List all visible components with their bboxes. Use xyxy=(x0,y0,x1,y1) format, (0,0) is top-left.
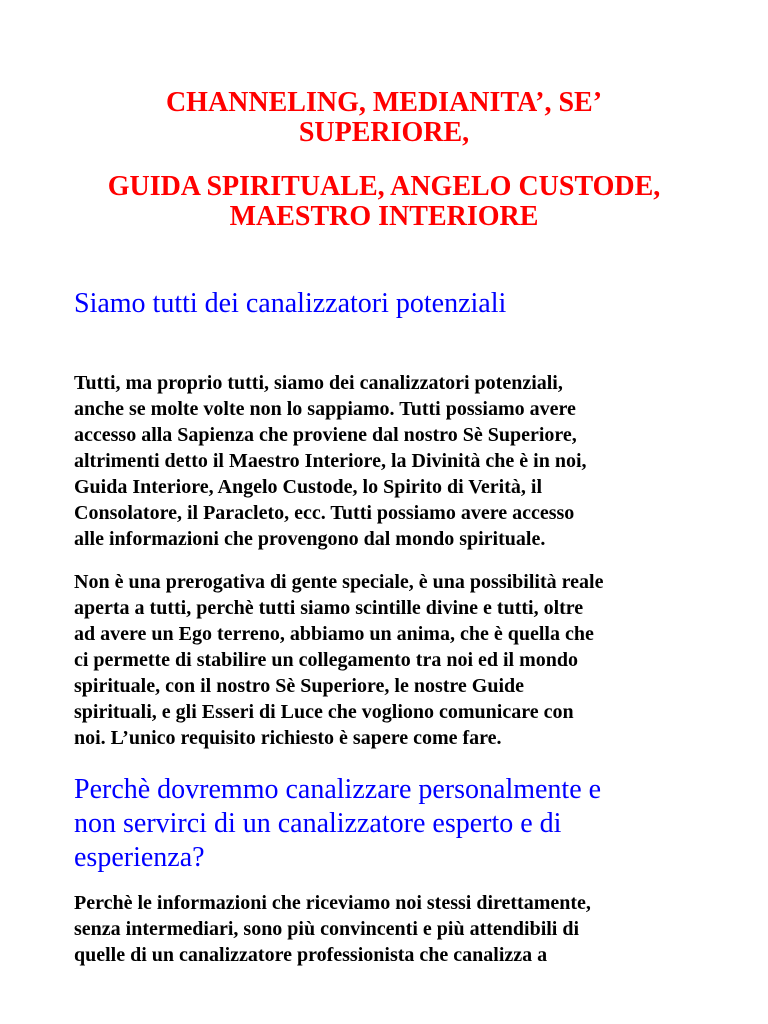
paragraph-line: noi. L’unico requisito richiesto è sapere come fare. xyxy=(74,727,502,749)
paragraph-1 xyxy=(74,370,708,552)
title-line: SUPERIORE, xyxy=(298,117,470,148)
title-line: MAESTRO INTERIORE xyxy=(229,201,539,232)
document-title-block-1 xyxy=(60,0,708,148)
paragraph-line: Guida Interiore, Angelo Custode, lo Spirito di Verità, il xyxy=(74,476,542,498)
paragraph-line: anche se molte volte non lo sappiamo. Tutti possiamo avere xyxy=(74,398,576,420)
paragraph-line: altrimenti detto il Maestro Interiore, la Divinità che è in noi, xyxy=(74,450,587,472)
paragraph-line: alle informazioni che provengono dal mondo spirituale. xyxy=(74,528,546,550)
section-heading-1: Siamo tutti dei canalizzatori potenziali xyxy=(74,288,507,319)
paragraph-line: spirituale, con il nostro Sè Superiore, le nostre Guide xyxy=(74,675,525,697)
heading-line: non servirci di un canalizzatore esperto e di xyxy=(74,808,562,839)
paragraph-line: ci permette di stabilire un collegamento tra noi ed il mondo xyxy=(74,649,579,671)
paragraph-line: Non è una prerogativa di gente speciale, è una possibilità reale xyxy=(74,571,604,593)
document-title-block-2 xyxy=(60,172,708,232)
heading-line: Perchè dovremmo canalizzare personalmente e xyxy=(74,774,602,805)
heading-line: esperienza? xyxy=(74,842,205,873)
paragraph-line: aperta a tutti, perchè tutti siamo scintille divine e tutti, oltre xyxy=(74,597,584,619)
paragraph-line: quelle di un canalizzatore professionista che canalizza a xyxy=(74,944,548,966)
paragraph-line: accesso alla Sapienza che proviene dal nostro Sè Superiore, xyxy=(74,424,577,446)
paragraph-2 xyxy=(74,569,708,751)
section-heading-2 xyxy=(74,773,708,875)
paragraph-line: senza intermediari, sono più convincenti e più attendibili di xyxy=(74,918,580,940)
paragraph-line: Consolatore, il Paracleto, ecc. Tutti possiamo avere accesso xyxy=(74,502,575,524)
title-line: GUIDA SPIRITUALE, ANGELO CUSTODE, xyxy=(107,171,661,202)
paragraph-line: ad avere un Ego terreno, abbiamo un anima, che è quella che xyxy=(74,623,594,645)
paragraph-line: spirituali, e gli Esseri di Luce che vogliono comunicare con xyxy=(74,701,574,723)
paragraph-3 xyxy=(74,890,708,968)
title-line: CHANNELING, MEDIANITA’, SE’ xyxy=(165,87,603,118)
paragraph-line: Perchè le informazioni che riceviamo noi stessi direttamente, xyxy=(74,892,591,914)
paragraph-line: Tutti, ma proprio tutti, siamo dei canalizzatori potenziali, xyxy=(74,372,563,394)
